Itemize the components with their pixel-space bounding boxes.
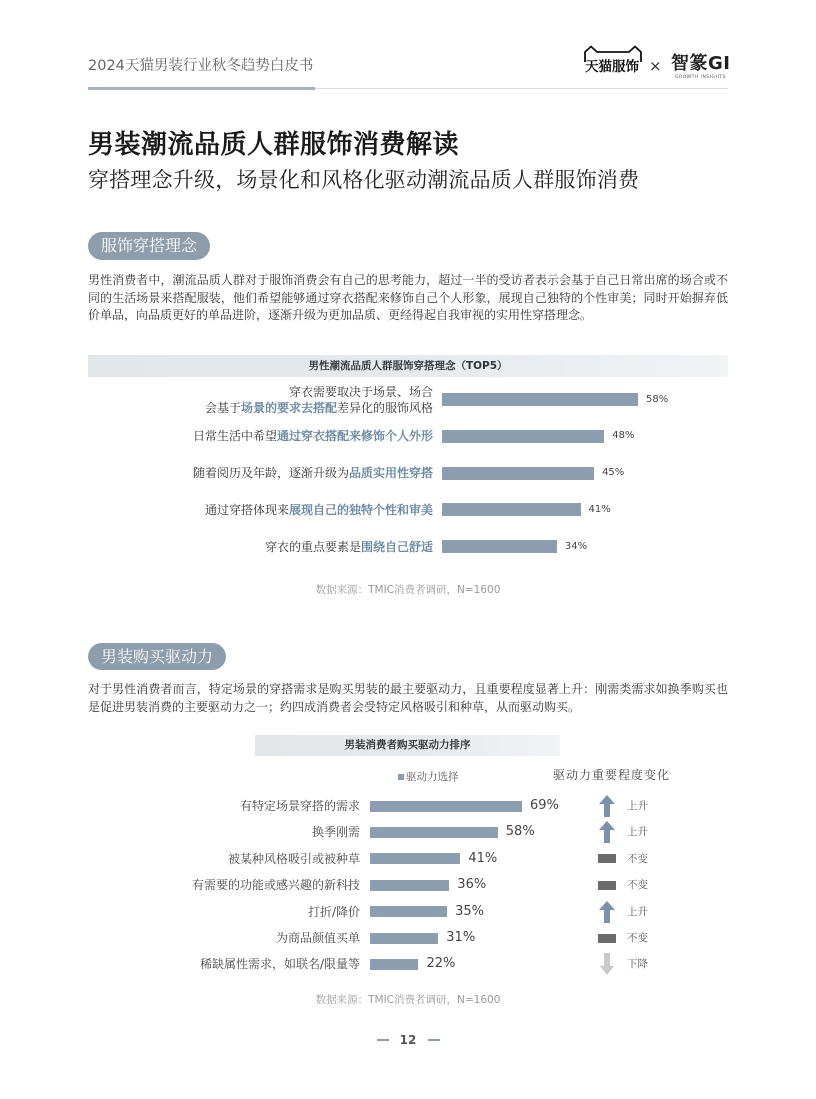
chart1-category-line: 穿衣需要取决于场景、场合 <box>288 384 433 399</box>
chart2-change-label: 上升 <box>627 826 648 839</box>
chart1-category-line <box>88 502 433 518</box>
chart1-category-line <box>88 539 433 555</box>
chart2-change-label: 不变 <box>627 932 648 944</box>
chart1-category-highlight: 围绕自己舒适 <box>360 539 433 554</box>
arrow-up-icon <box>599 795 615 817</box>
chart2-category-label: 稀缺属性需求，如联名/限量等 <box>199 957 360 972</box>
chart2-value-unit: % <box>462 930 476 945</box>
chart2-category-label: 有需要的功能或感兴趣的新科技 <box>191 878 360 893</box>
chart1-value-number: 45 <box>602 467 615 478</box>
header-rule-accent <box>88 87 315 90</box>
chart1-category-line <box>88 465 433 481</box>
chart1-category-label <box>88 428 433 444</box>
growth-insights-tagline: GROWTH INSIGHTS <box>675 75 727 80</box>
chart2-change-label: 下降 <box>627 958 648 971</box>
page-number-dash-left <box>377 1039 389 1041</box>
chart2-bar <box>370 906 447 917</box>
chart1-category-text: 随着阅历及年龄，逐渐升级为 <box>192 466 349 480</box>
chart1-title: 男性潮流品质人群服饰穿搭理念（TOP5） <box>88 355 728 377</box>
chart2-value-label <box>468 851 497 867</box>
chart1-category-highlight: 展现自己的独特个性和审美 <box>288 502 433 517</box>
chart1-value-label <box>589 503 611 517</box>
flat-bar-icon <box>598 854 616 863</box>
chart2-title: 男装消费者购买驱动力排序 <box>255 735 560 756</box>
chart2-category-label: 为商品颜值买单 <box>275 931 360 945</box>
chart1-source: 数据来源：TMIC消费者调研，N=1600 <box>315 584 501 596</box>
legend-swatch <box>398 774 404 780</box>
chart2-value-number: 31 <box>446 930 463 945</box>
chart2-bar <box>370 959 418 970</box>
chart1-value-number: 58 <box>646 393 659 405</box>
chart2-source: 数据来源：TMIC消费者调研，N=1600 <box>315 994 501 1006</box>
section1-paragraph: 男性消费者中，潮流品质人群对于服饰消费会有自己的思考能力，超过一半的受访者表示会基于自己日常出席的场合或不同的生活场景来搭配服装，他们希望能够通过穿衣搭配来修饰自己个人形象，展现自己独特的个性审美；同时开始摒弃低价单品，向品质更好的单品进阶，逐渐升级为更加品质、更经得起自我审视的实用性穿搭理念。 <box>88 273 728 323</box>
chart2-value-number: 41 <box>468 850 485 866</box>
chart2-change-label: 不变 <box>627 879 648 892</box>
chart2-value-number: 58 <box>505 824 523 840</box>
chart1-value-label <box>612 429 634 443</box>
chart2-value-unit: % <box>522 824 535 840</box>
chart1-value-label <box>602 466 624 480</box>
chart1-value-unit: % <box>577 540 588 552</box>
flat-bar-icon <box>598 881 616 890</box>
page-number: 12 <box>399 1033 417 1047</box>
chart1-category-line <box>88 400 433 416</box>
logo-separator: × <box>649 57 662 75</box>
chart1-bar <box>442 540 557 553</box>
arrow-down-icon <box>600 953 614 975</box>
chart2-category-label: 打折/降价 <box>307 904 360 919</box>
chart2-value-unit: % <box>443 956 456 972</box>
chart2-change-label: 上升 <box>627 800 648 812</box>
section2-paragraph: 对于男性消费者而言，特定场景的穿搭需求是购买男装的最主要驱动力，且重要程度显著上升：刚需类需求如换季购买也是促进男装消费的主要驱动力之一；约四成消费者会受特定风格吸引和种草，从而驱动购买。 <box>88 682 728 714</box>
chart1-category-label <box>88 502 433 518</box>
chart1-value-unit: % <box>601 503 611 515</box>
change-column-title: 驱动力重要程度变化 <box>553 768 671 782</box>
chart2-value-number: 35 <box>455 903 472 919</box>
chart1-value-number: 41 <box>588 503 602 515</box>
chart1-bar <box>442 467 594 480</box>
chart2-value-unit: % <box>484 850 498 866</box>
chart2-bar <box>370 880 449 891</box>
chart1-category-label <box>88 539 433 555</box>
arrow-up-icon <box>599 901 615 923</box>
chart2-category-label: 被某种风格吸引或被种草 <box>227 851 360 866</box>
chart2-value-label <box>446 930 475 946</box>
chart1-category-highlight: 场景的要求去搭配 <box>240 400 337 415</box>
chart2-value-label <box>455 904 484 920</box>
section-pill-styling-concept: 服饰穿搭理念 <box>88 232 210 260</box>
chart2-value-number: 36 <box>457 877 474 893</box>
chart1-value-number: 34 <box>564 540 578 552</box>
chart1-value-label <box>565 540 587 554</box>
section-pill-purchase-drivers: 男装购买驱动力 <box>88 643 226 670</box>
chart1-bar <box>442 503 581 516</box>
page-title: 男装潮流品质人群服饰消费解读 <box>88 130 460 160</box>
chart1-bar <box>442 393 638 406</box>
chart2-value-number: 22 <box>426 956 443 972</box>
document-title: 2024天猫男装行业秋冬趋势白皮书 <box>88 58 314 74</box>
arrow-up-icon <box>599 821 615 843</box>
chart2-bar <box>370 933 438 944</box>
chart1-category-text: 通过穿搭体现来 <box>204 502 289 517</box>
chart2-value-number: 69 <box>530 798 547 813</box>
chart1-category-text: 会基于 <box>204 400 241 415</box>
chart2-value-label <box>506 824 535 840</box>
chart2-category-label: 换季刚需 <box>311 825 360 840</box>
chart1-category-label <box>88 384 433 416</box>
chart2-change-label: 上升 <box>627 905 648 918</box>
chart1-bar <box>442 430 604 443</box>
chart1-category-text: 差异化的服饰风格 <box>336 400 433 415</box>
chart2-value-unit: % <box>473 877 487 893</box>
page-number-dash-right <box>428 1039 440 1041</box>
chart2-bar <box>370 827 498 838</box>
chart2-value-label <box>426 956 455 972</box>
chart2-bar <box>370 801 522 812</box>
chart2-value-unit: % <box>471 903 484 919</box>
chart2-bar <box>370 853 460 864</box>
chart1-value-unit: % <box>614 467 625 478</box>
chart1-value-unit: % <box>658 393 669 405</box>
chart1-category-text: 穿衣的重点要素是 <box>264 539 361 554</box>
chart1-value-label <box>646 393 668 407</box>
chart1-value-unit: % <box>624 430 635 442</box>
chart2-change-label: 不变 <box>627 852 648 865</box>
chart1-category-highlight: 通过穿衣搭配来修饰个人外形 <box>276 429 433 444</box>
chart1-category-text: 日常生活中希望 <box>192 429 277 444</box>
chart1-category-label <box>88 465 433 481</box>
chart2-category-label: 有特定场景穿搭的需求 <box>239 799 360 813</box>
page-subtitle: 穿搭理念升级，场景化和风格化驱动潮流品质人群服饰消费 <box>88 168 640 192</box>
growth-insights-logo: 智篆GI <box>671 53 731 74</box>
chart1-category-line <box>88 428 433 444</box>
flat-bar-icon <box>598 934 616 943</box>
chart2-value-label <box>457 877 486 893</box>
chart2-value-unit: % <box>546 798 559 813</box>
chart1-value-number: 48 <box>612 430 625 442</box>
tmall-fashion-logo: 天猫服饰 <box>585 59 639 75</box>
chart1-category-highlight: 品质实用性穿搭 <box>348 466 433 480</box>
legend-label: 驱动力选择 <box>406 771 459 783</box>
chart2-value-label <box>530 798 559 814</box>
